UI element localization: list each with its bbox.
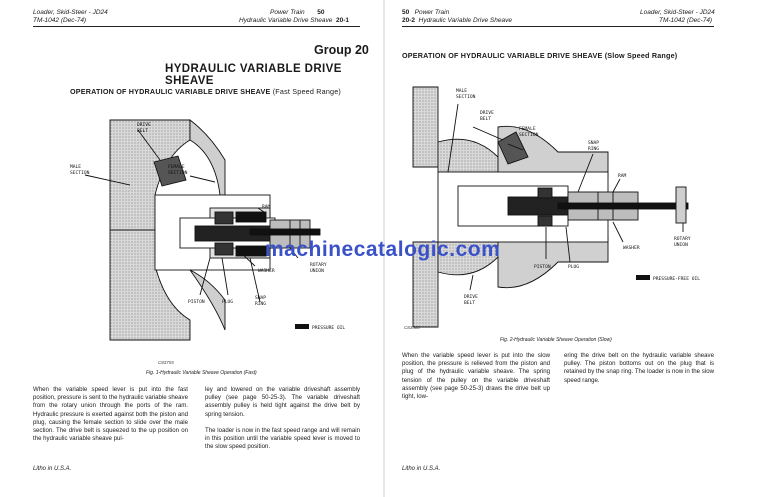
r-label-male-top: MALE bbox=[456, 89, 468, 94]
right-header-machine: Loader, Skid-Steer - JD24 bbox=[640, 9, 715, 16]
right-body-col2: ering the drive belt on the hydraulic variable sheave pulley. The piston bottoms out on the plug that is retained by the snap ring. The loader is now in the slow speed range. bbox=[564, 352, 714, 384]
right-subtitle: OPERATION OF HYDRAULIC VARIABLE DRIVE SHEAVE (Slow Speed Range) bbox=[402, 51, 678, 60]
right-header-manual: TM-1042 (Dec-74) bbox=[659, 17, 713, 24]
right-footer: Litho in U.S.A. bbox=[402, 466, 441, 472]
left-image-code: C83755 bbox=[158, 360, 174, 365]
label-snap-bottom: RING bbox=[255, 302, 267, 307]
left-footer: Litho in U.S.A. bbox=[33, 466, 72, 472]
label-plug: PLUG bbox=[222, 300, 234, 305]
label-female-top: FEMALE bbox=[168, 165, 185, 170]
r-label-rotary-top: ROTARY bbox=[674, 237, 691, 242]
group-heading: Group 20 bbox=[314, 43, 369, 57]
right-header-rule bbox=[402, 26, 714, 27]
label-piston: PISTON bbox=[188, 300, 205, 305]
left-figure-caption: Fig. 1-Hydraulic Variable Sheave Operation (Fast) bbox=[146, 370, 257, 376]
label-drive-belt-bottom: BELT bbox=[137, 129, 149, 134]
label-snap-top: SNAP bbox=[255, 296, 267, 301]
right-header-topic: 20-2 Hydraulic Variable Drive Sheave bbox=[402, 17, 512, 24]
r-label-ram: RAM bbox=[618, 174, 627, 179]
r-label-drive-belt-top: DRIVE bbox=[480, 111, 494, 116]
r-label-rotary-bottom: UNION bbox=[674, 243, 688, 248]
r-label-drive-belt-b-top: DRIVE bbox=[464, 295, 478, 300]
right-body-col1: When the variable speed lever is put into the slow position, the pressure is relieved from the piston and plug of the hydraulic variable sheave. The spring tension of the pulley on the variable driveshaft assembly (see page 50-25-3) draws the drive belt up tight, low- bbox=[402, 352, 550, 401]
left-subtitle: OPERATION OF HYDRAULIC VARIABLE DRIVE SHEAVE (Fast Speed Range) bbox=[70, 87, 342, 96]
pressure-oil-swatch bbox=[295, 324, 309, 329]
r-label-piston: PISTON bbox=[534, 265, 551, 270]
label-male-top: MALE bbox=[70, 165, 82, 170]
r-label-male-bottom: SECTION bbox=[456, 95, 476, 100]
right-image-code: C83500 bbox=[404, 325, 420, 330]
left-header-machine: Loader, Skid-Steer - JD24 bbox=[33, 9, 108, 16]
slow-sheave-diagram bbox=[398, 82, 718, 342]
pressure-free-oil-swatch bbox=[636, 275, 650, 280]
left-body-col2: ley and lowered on the variable driveshaft assembly pulley (see page 50-25-3). The variable driveshaft assembly pulley is held tight against the drive belt by spring tension. The loader is now in the fast speed range and will remain in this position until the variable speed lever is moved to the slow speed position. bbox=[205, 386, 360, 451]
r-label-drive-belt-b-bottom: BELT bbox=[464, 301, 476, 306]
left-header-topic: Hydraulic Variable Drive Sheave 20-1 bbox=[239, 17, 349, 24]
left-header-section: Power Train 50 bbox=[270, 9, 325, 16]
fast-sheave-diagram bbox=[50, 100, 370, 362]
legend-pressure-oil: PRESSURE OIL bbox=[312, 326, 346, 331]
section-title: HYDRAULIC VARIABLE DRIVE SHEAVE bbox=[165, 63, 342, 87]
left-body-col1: When the variable speed lever is put into the fast position, pressure is sent to the hydraulic variable sheave from the rotary union through the ports of the ram. Hydraulic pressure is exerted against both the piston and plug, causing the female section to slide over the male section. The drive belt is squeezed to the up position on the hydraulic variable sheave pul- bbox=[33, 386, 188, 443]
left-header-manual: TM-1042 (Dec-74) bbox=[33, 17, 87, 24]
label-rotary-top: ROTARY bbox=[310, 263, 327, 268]
r-label-female-top: FEMALE bbox=[519, 127, 536, 132]
label-drive-belt-top: DRIVE bbox=[137, 123, 151, 128]
right-figure-caption: Fig. 2-Hydraulic Variable Sheave Operation (Slow) bbox=[500, 337, 612, 343]
r-label-plug: PLUG bbox=[568, 265, 580, 270]
r-label-female-bottom: SECTION bbox=[519, 133, 539, 138]
right-header-section: 50 Power Train bbox=[402, 9, 450, 16]
label-female-bottom: SECTION bbox=[168, 171, 188, 176]
r-label-snap-top: SNAP bbox=[588, 141, 600, 146]
legend-pressure-free-oil: PRESSURE-FREE OIL bbox=[653, 277, 701, 282]
r-label-washer: WASHER bbox=[623, 246, 640, 251]
left-header-rule bbox=[33, 26, 360, 27]
label-ram: RAM bbox=[262, 205, 271, 210]
r-label-drive-belt-bottom: BELT bbox=[480, 117, 492, 122]
label-washer: WASHER bbox=[258, 269, 275, 274]
watermark: machinecatalogic.com bbox=[265, 238, 501, 261]
label-rotary-bottom: UNION bbox=[310, 269, 324, 274]
label-male-bottom: SECTION bbox=[70, 171, 90, 176]
r-label-snap-bottom: RING bbox=[588, 147, 600, 152]
